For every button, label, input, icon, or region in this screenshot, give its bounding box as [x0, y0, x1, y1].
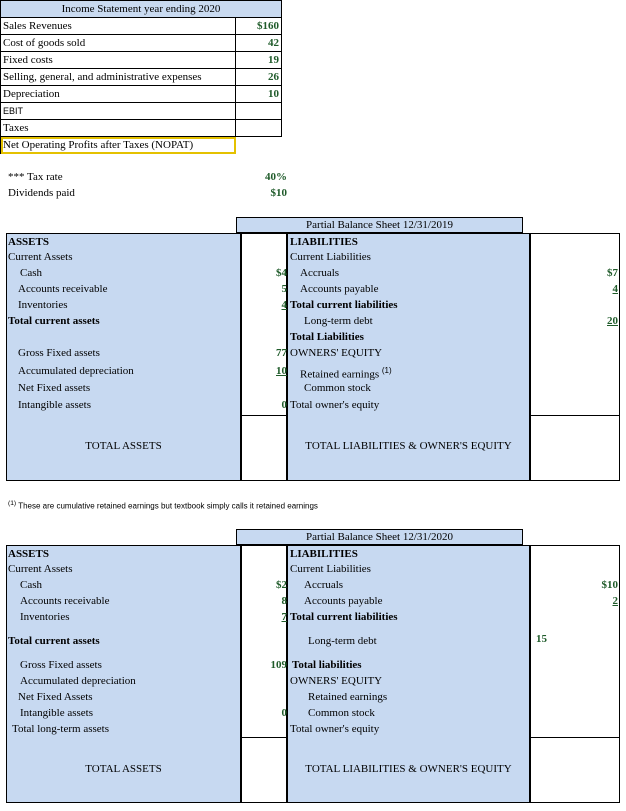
tax-rate-label: *** Tax rate — [8, 171, 63, 183]
table-row — [1, 103, 282, 120]
table-row — [1, 86, 282, 103]
row-label: Cost of goods sold — [1, 35, 236, 52]
long-term-debt-value: 20 — [607, 315, 618, 327]
accounts-payable-label: Accounts payable — [300, 283, 379, 295]
inventories-value: 7 — [281, 611, 287, 623]
accounts-receivable-label: Accounts receivable — [18, 283, 108, 295]
total-current-liabilities-label: Total current liabilities — [290, 611, 398, 623]
net-fixed-assets-label: Net Fixed assets — [18, 382, 91, 394]
retained-earnings-label: Retained earnings — [308, 691, 388, 703]
dividends-value: $10 — [270, 187, 287, 199]
balance-sheet-title: Partial Balance Sheet 12/31/2019 — [306, 219, 453, 231]
income-statement-table — [0, 0, 282, 154]
table-row — [1, 18, 282, 35]
row-value[interactable] — [236, 120, 282, 137]
intangible-assets-value: 0 — [281, 399, 287, 411]
accounts-payable-value: 2 — [612, 595, 618, 607]
common-stock-label: Common stock — [308, 707, 375, 719]
owners-equity-heading: OWNERS' EQUITY — [290, 675, 383, 687]
current-assets-label: Current Assets — [8, 251, 73, 263]
row-value[interactable] — [236, 137, 282, 154]
owners-equity-heading: OWNERS' EQUITY — [290, 347, 383, 359]
row-value[interactable]: $160 — [236, 18, 282, 35]
total-current-assets-label: Total current assets — [8, 635, 100, 647]
gross-fixed-assets-label: Gross Fixed assets — [18, 347, 100, 359]
row-value[interactable]: 19 — [236, 52, 282, 69]
row-value[interactable]: 10 — [236, 86, 282, 103]
total-current-liabilities-label: Total current liabilities — [290, 299, 398, 311]
current-liabilities-label: Current Liabilities — [290, 251, 371, 263]
liabilities-heading: LIABILITIES — [290, 236, 358, 248]
accruals-value: $7 — [607, 267, 618, 279]
row-value[interactable]: 26 — [236, 69, 282, 86]
net-fixed-assets-label: Net Fixed Assets — [18, 691, 93, 703]
dividends-label: Dividends paid — [8, 187, 75, 199]
table-row — [1, 137, 282, 154]
accounts-payable-label: Accounts payable — [304, 595, 383, 607]
income-statement-title: Income Statement year ending 2020 — [1, 1, 282, 18]
total-assets-label: TOTAL ASSETS — [85, 440, 162, 452]
row-label: Sales Revenues — [1, 18, 236, 35]
accounts-receivable-value: 8 — [281, 595, 287, 607]
current-assets-label: Current Assets — [8, 563, 73, 575]
common-stock-label: Common stock — [304, 382, 371, 394]
total-long-term-assets-label: Total long-term assets — [12, 723, 109, 735]
assets-heading: ASSETS — [8, 236, 49, 248]
current-liabilities-label: Current Liabilities — [290, 563, 371, 575]
table-row — [1, 52, 282, 69]
total-owners-equity-label: Total owner's equity — [290, 723, 380, 735]
intangible-assets-label: Intangible assets — [18, 399, 92, 411]
total-liabilities-equity-label: TOTAL LIABILITIES & OWNER'S EQUITY — [305, 440, 512, 452]
footnote-marker: (1) — [381, 366, 392, 375]
row-label: Taxes — [1, 120, 236, 137]
accounts-receivable-label: Accounts receivable — [20, 595, 110, 607]
row-label: Selling, general, and administrative expenses — [1, 69, 236, 86]
retained-earnings-label: Retained earnings $^{(1)}$ — [300, 366, 392, 381]
accumulated-depreciation-label: Accumulated depreciation — [20, 675, 136, 687]
balance-sheet-2019 — [6, 217, 620, 483]
total-owners-equity-label: Total owner's equity — [290, 399, 380, 411]
inventories-label: Inventories — [18, 299, 68, 311]
accounts-payable-value: 4 — [612, 283, 618, 295]
cash-label: Cash — [20, 579, 42, 591]
long-term-debt-label: Long-term debt — [308, 635, 377, 647]
accumulated-depreciation-value: 10 — [276, 365, 287, 377]
liabilities-heading: LIABILITIES — [290, 548, 358, 560]
intangible-assets-label: Intangible assets — [20, 707, 94, 719]
row-label: Depreciation — [1, 86, 236, 103]
assets-heading: ASSETS — [8, 548, 49, 560]
row-value[interactable] — [236, 103, 282, 120]
accruals-value: $10 — [601, 579, 618, 591]
cash-value: $4 — [276, 267, 287, 279]
gross-fixed-assets-value: 77 — [276, 347, 287, 359]
gross-fixed-assets-value: 109 — [270, 659, 287, 671]
gross-fixed-assets-label: Gross Fixed assets — [20, 659, 102, 671]
row-label: EBIT — [1, 103, 236, 120]
cash-label: Cash — [20, 267, 42, 279]
table-row — [1, 35, 282, 52]
tax-rate-value: 40% — [265, 171, 287, 183]
total-current-assets-label: Total current assets — [8, 315, 100, 327]
footnote: $^{(1)}$ These are cumulative retained earnings but textbook simply calls it retained earnings — [8, 500, 318, 511]
cash-value: $2 — [276, 579, 287, 591]
row-label: Fixed costs — [1, 52, 236, 69]
intangible-assets-value: 0 — [281, 707, 287, 719]
inventories-label: Inventories — [20, 611, 70, 623]
row-value[interactable]: 42 — [236, 35, 282, 52]
accruals-label: Accruals — [300, 267, 340, 279]
total-liabilities-label: Total Liabilities — [290, 331, 364, 343]
total-assets-label: TOTAL ASSETS — [85, 763, 162, 775]
total-liabilities-label: Total liabilities — [292, 659, 362, 671]
long-term-debt-label: Long-term debt — [304, 315, 373, 327]
balance-sheet-2020 — [6, 529, 620, 805]
accruals-label: Accruals — [304, 579, 344, 591]
long-term-debt-value: 15 — [536, 633, 547, 645]
table-row — [1, 69, 282, 86]
balance-sheet-title: Partial Balance Sheet 12/31/2020 — [306, 531, 453, 543]
row-label: Net Operating Profits after Taxes (NOPAT) — [1, 137, 236, 154]
inventories-value: 4 — [281, 299, 287, 311]
accumulated-depreciation-label: Accumulated depreciation — [18, 365, 134, 377]
table-row — [1, 120, 282, 137]
total-liabilities-equity-label: TOTAL LIABILITIES & OWNER'S EQUITY — [305, 763, 512, 775]
accounts-receivable-value: 5 — [281, 283, 287, 295]
